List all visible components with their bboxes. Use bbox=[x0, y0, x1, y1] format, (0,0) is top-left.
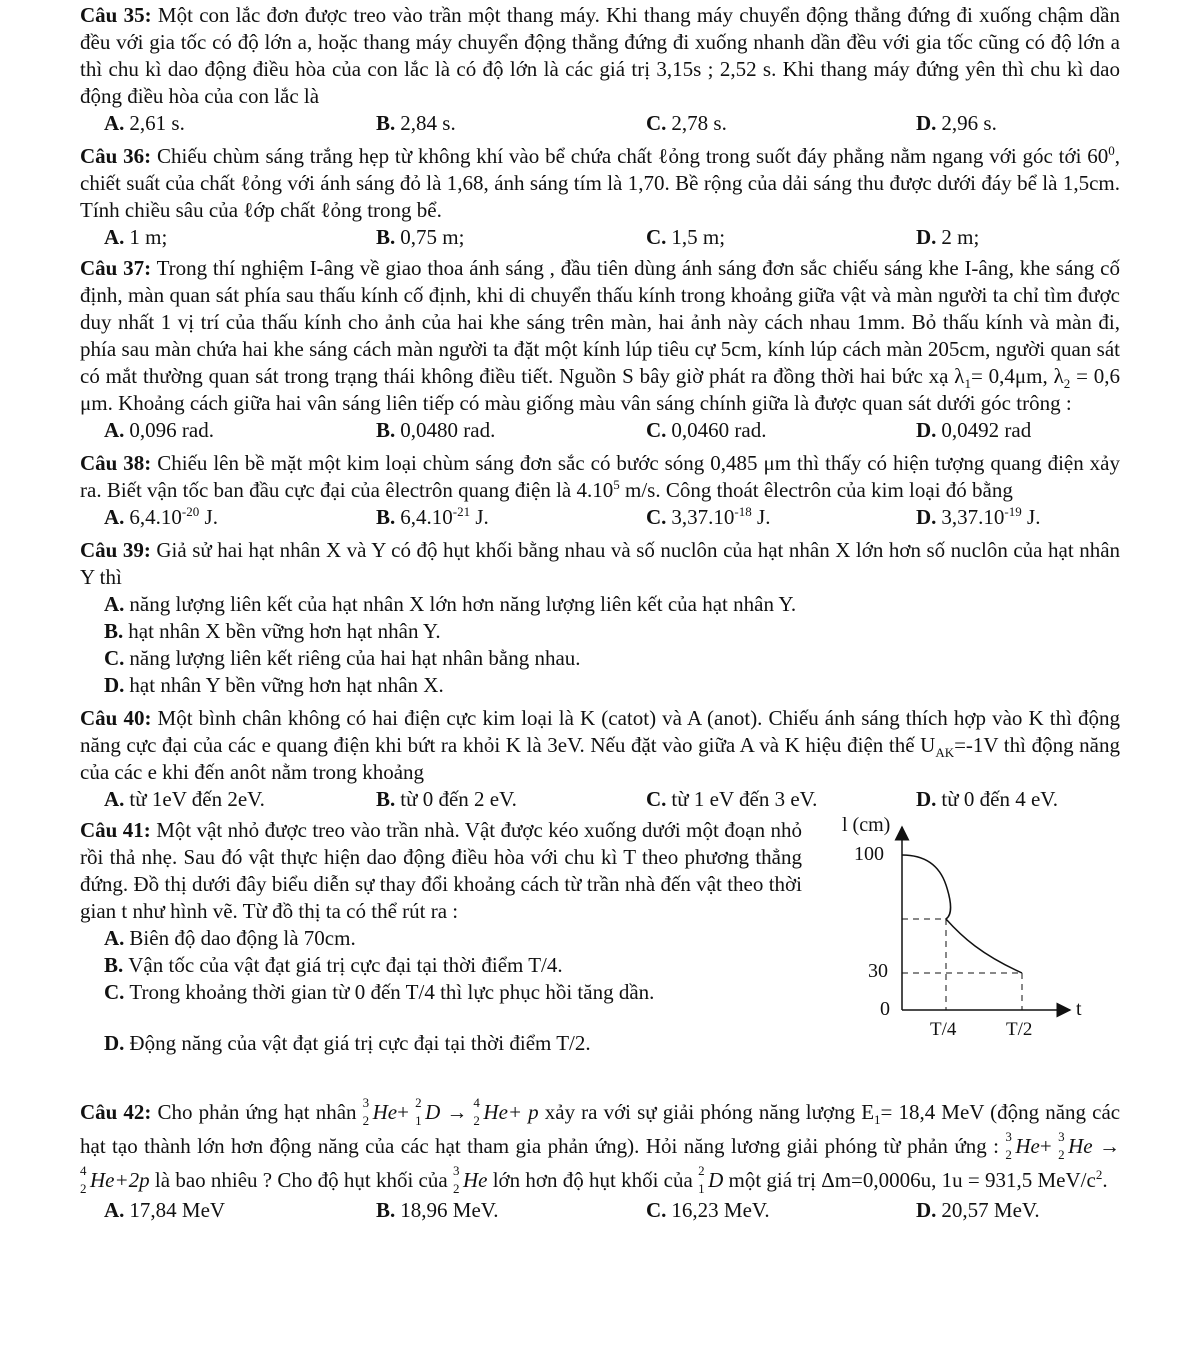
option-a[interactable] bbox=[104, 786, 376, 813]
option-text: 2,84 s. bbox=[400, 111, 456, 135]
x-tick-t4: T/4 bbox=[930, 1019, 957, 1040]
option-c[interactable] bbox=[646, 504, 916, 531]
exponent: -18 bbox=[734, 504, 752, 519]
question-text: Một con lắc đơn được treo vào trần một thang máy. Khi thang máy chuyển động thẳng đứng đi xuống chậm dần đều với gia tốc có độ lớn a, hoặc thang máy chuyển động thẳng đứng đi xuống nhanh dần đều với gia tốc cũng có độ lớn a thì chu kì dao động điều hòa của con lắc là có độ lớn là các giá trị 3,15s ; 2,52 s. Khi thang máy đứng yên thì chu kì dao động điều hòa của con lắc là bbox=[80, 3, 1121, 108]
options-36 bbox=[104, 224, 1120, 251]
atomic-number: 2 bbox=[1058, 1147, 1065, 1162]
question-text: Một vật nhỏ được treo vào trần nhà. Vật được kéo xuống dưới một đoạn nhỏ rồi thả nhẹ. Sau đó vật thực hiện dao động điều hòa với chu kì T theo phương thẳng đứng. Đồ thị dưới đây biểu diễn sự thay đổi khoảng cách từ trần nhà đến vật theo thời gian t như hình vẽ. Từ đồ thị ta có thể rút ra : bbox=[80, 818, 802, 923]
mass-number: 4 bbox=[80, 1163, 87, 1178]
degree-superscript: 0 bbox=[1108, 143, 1115, 158]
option-key: B. bbox=[376, 225, 396, 249]
option-d[interactable] bbox=[916, 1197, 1040, 1224]
question-38 bbox=[80, 450, 1120, 504]
y-tick-30: 30 bbox=[868, 960, 888, 982]
option-d[interactable] bbox=[916, 417, 1031, 444]
reaction-arrow: → bbox=[1099, 1134, 1120, 1158]
option-a[interactable] bbox=[104, 504, 376, 531]
option-unit: J. bbox=[751, 505, 771, 529]
option-text: từ 0 đến 4 eV. bbox=[941, 787, 1058, 811]
option-a[interactable] bbox=[104, 224, 376, 251]
distance-curve bbox=[902, 855, 1022, 973]
option-key: A. bbox=[104, 1198, 125, 1222]
option-key: A. bbox=[104, 926, 125, 950]
option-text: 2,61 s. bbox=[129, 111, 185, 135]
option-text: Biên độ dao động là 70cm. bbox=[129, 926, 356, 950]
option-c[interactable] bbox=[646, 417, 916, 444]
option-d[interactable] bbox=[916, 786, 1058, 813]
option-d[interactable] bbox=[916, 224, 979, 251]
option-text: 2,96 s. bbox=[941, 111, 997, 135]
atomic-number: 2 bbox=[452, 1181, 460, 1196]
question-text: Chiếu lên bề mặt một kim loại chùm sáng đơn sắc có bước sóng 0,485 μm thì thấy có hiện tượng quang điện xảy ra. Biết vận tốc ban đầu cực đại của êlectrôn quang điện là 4.10 bbox=[80, 451, 1120, 502]
question-label: Câu 35: bbox=[80, 3, 152, 27]
y-tick-100: 100 bbox=[854, 843, 884, 865]
options-40 bbox=[104, 786, 1120, 813]
option-d[interactable] bbox=[104, 672, 1120, 699]
nuclide-he3 bbox=[453, 1163, 488, 1197]
mass-number: 4 bbox=[473, 1095, 480, 1110]
x-tick-t2: T/2 bbox=[1006, 1019, 1033, 1040]
question-label: Câu 38: bbox=[80, 451, 152, 475]
question-36 bbox=[80, 143, 1120, 224]
exponent: 5 bbox=[613, 477, 620, 492]
nuclide-he4 bbox=[80, 1163, 115, 1197]
option-key: A. bbox=[104, 787, 125, 811]
question-text: Giả sử hai hạt nhân X và Y có độ hụt khối bằng nhau và số nuclôn của hạt nhân X lớn hơn số nuclôn của hạt nhân Y thì bbox=[80, 538, 1121, 589]
option-a[interactable] bbox=[104, 1197, 376, 1224]
exponent: -19 bbox=[1004, 504, 1022, 519]
options-38 bbox=[104, 504, 1120, 531]
question-35 bbox=[80, 2, 1120, 110]
option-text: 1 m; bbox=[129, 225, 168, 249]
option-key: B. bbox=[376, 787, 396, 811]
question-label: Câu 39: bbox=[80, 538, 151, 562]
option-text: hạt nhân Y bền vững hơn hạt nhân X. bbox=[129, 673, 444, 697]
plus-sign: + bbox=[1039, 1134, 1052, 1158]
option-text: từ 1eV đến 2eV. bbox=[129, 787, 265, 811]
symbol: He bbox=[1068, 1134, 1093, 1158]
option-key: B. bbox=[104, 619, 124, 643]
mass-number: 3 bbox=[1005, 1129, 1012, 1144]
option-text: từ 1 eV đến 3 eV. bbox=[671, 787, 818, 811]
symbol: He bbox=[483, 1100, 508, 1124]
option-b[interactable] bbox=[104, 618, 1120, 645]
option-text: 0,0460 rad. bbox=[671, 418, 767, 442]
nuclide-d bbox=[698, 1163, 723, 1197]
nuclide-d bbox=[415, 1095, 440, 1129]
question-text: =-1V thì động năng của các e khi đến anôt nằm trong khoảng bbox=[80, 733, 1120, 784]
option-key: D. bbox=[916, 505, 937, 529]
nuclide-he4 bbox=[473, 1095, 508, 1129]
option-text: Động năng của vật đạt giá trị cực đại tại thời điểm T/2. bbox=[129, 1031, 591, 1055]
option-unit: J. bbox=[470, 505, 489, 529]
option-text: 6,4.10 bbox=[129, 505, 182, 529]
option-key: D. bbox=[916, 225, 937, 249]
mass-number: 2 bbox=[415, 1095, 422, 1110]
question-text: Một bình chân không có hai điện cực kim loại là K (catot) và A (anot). Chiếu ánh sáng thích hợp vào K thì động năng cực đại của các e quang điện khi bứt ra khỏi K là 3eV. Nếu đặt vào giữa A và K hiệu điện thế U bbox=[80, 706, 1121, 757]
symbol: D bbox=[708, 1168, 724, 1192]
option-key: D. bbox=[916, 111, 937, 135]
atomic-number: 1 bbox=[415, 1113, 422, 1128]
option-key: C. bbox=[646, 1198, 667, 1222]
option-text: 0,0492 rad bbox=[941, 418, 1032, 442]
option-unit: J. bbox=[1021, 505, 1041, 529]
option-key: B. bbox=[376, 505, 396, 529]
option-text: hạt nhân X bền vững hơn hạt nhân Y. bbox=[128, 619, 441, 643]
option-key: D. bbox=[916, 418, 937, 442]
option-text: 0,0480 rad. bbox=[400, 418, 496, 442]
question-text: Chiếu chùm sáng trắng hẹp từ không khí vào bể chứa chất ℓỏng trong suốt đáy phẳng nằm ngang với góc tới 60 bbox=[157, 144, 1109, 168]
option-text: 6,4.10 bbox=[400, 505, 453, 529]
option-text: 3,37.10 bbox=[671, 505, 735, 529]
option-text: 0,096 rad. bbox=[129, 418, 214, 442]
option-key: A. bbox=[104, 225, 125, 249]
atomic-number: 2 bbox=[473, 1113, 480, 1128]
x-axis-label: t bbox=[1076, 998, 1082, 1020]
symbol: He bbox=[462, 1168, 488, 1192]
distance-time-graph bbox=[832, 815, 1092, 1045]
symbol: He bbox=[1015, 1134, 1040, 1158]
lambda-subscript: 1 bbox=[964, 376, 971, 392]
question-text: , chiết suất của chất ℓỏng với ánh sáng đỏ là 1,68, ánh sáng tím là 1,70. Bề rộng của dải sáng thu được dưới đáy bể là 1,5cm. Tính chiều sâu của ℓớp chất ℓỏng trong bể. bbox=[80, 144, 1120, 222]
option-d[interactable] bbox=[916, 110, 997, 137]
option-c[interactable] bbox=[104, 645, 1120, 672]
option-key: A. bbox=[104, 505, 125, 529]
option-text: từ 0 đến 2 eV. bbox=[400, 787, 517, 811]
option-c[interactable] bbox=[646, 1197, 916, 1224]
option-key: C. bbox=[646, 225, 667, 249]
question-text: Cho phản ứng hạt nhân bbox=[157, 1100, 357, 1124]
symbol: D bbox=[425, 1100, 441, 1124]
question-text: lớn hơn độ hụt khối của bbox=[492, 1168, 693, 1192]
mass-number: 3 bbox=[452, 1163, 460, 1178]
option-b[interactable] bbox=[376, 1197, 646, 1224]
option-b[interactable] bbox=[376, 417, 646, 444]
question-41 bbox=[80, 817, 1120, 1087]
option-key: D. bbox=[916, 1198, 937, 1222]
question-text: một giá trị Δm=0,0006u, 1u = 931,5 MeV/c bbox=[728, 1168, 1096, 1192]
option-c[interactable] bbox=[646, 224, 916, 251]
atomic-number: 2 bbox=[1005, 1147, 1012, 1162]
option-key: B. bbox=[376, 111, 396, 135]
exam-page bbox=[80, 2, 1120, 1224]
question-41-text bbox=[80, 817, 802, 925]
mass-number: 2 bbox=[698, 1163, 705, 1178]
question-text: m/s. Công thoát êlectrôn của kim loại đó bằng bbox=[619, 478, 1013, 502]
question-text: = 0,4μm, λ bbox=[970, 364, 1064, 388]
exponent: -21 bbox=[452, 504, 471, 519]
option-key: D. bbox=[916, 787, 937, 811]
y-axis-label: l (cm) bbox=[842, 815, 891, 836]
option-text: 1,5 m; bbox=[671, 225, 726, 249]
option-text: 18,96 MeV. bbox=[400, 1198, 499, 1222]
options-37 bbox=[104, 417, 1120, 444]
option-text: năng lượng liên kết của hạt nhân X lớn hơn năng lượng liên kết của hạt nhân Y. bbox=[129, 592, 797, 616]
option-d[interactable] bbox=[916, 504, 1040, 531]
option-key: C. bbox=[646, 418, 667, 442]
lambda-subscript: 2 bbox=[1063, 376, 1071, 392]
option-text: 16,23 MeV. bbox=[671, 1198, 770, 1222]
exponent: 2 bbox=[1095, 1167, 1103, 1182]
option-text: Trong khoảng thời gian từ 0 đến T/4 thì lực phục hồi tăng dần. bbox=[129, 980, 655, 1004]
option-text: 20,57 MeV. bbox=[941, 1198, 1040, 1222]
origin-label: 0 bbox=[880, 998, 890, 1020]
option-text: 0,75 m; bbox=[400, 225, 465, 249]
option-text: 17,84 MeV bbox=[129, 1198, 226, 1222]
plus-sign: + bbox=[397, 1100, 409, 1124]
option-text: 2 m; bbox=[941, 225, 980, 249]
question-37 bbox=[80, 255, 1120, 417]
nuclide-he3 bbox=[363, 1095, 398, 1129]
energy-subscript: 1 bbox=[874, 1112, 881, 1128]
option-key: C. bbox=[646, 787, 667, 811]
option-key: C. bbox=[646, 111, 667, 135]
option-c[interactable] bbox=[646, 786, 916, 813]
option-unit: J. bbox=[199, 505, 218, 529]
option-text: năng lượng liên kết riêng của hai hạt nhân bằng nhau. bbox=[129, 646, 581, 670]
reaction-tail: + p bbox=[507, 1100, 539, 1124]
option-a[interactable] bbox=[104, 110, 376, 137]
option-key: B. bbox=[104, 953, 124, 977]
nuclide-he3 bbox=[1005, 1129, 1040, 1163]
question-label: Câu 37: bbox=[80, 256, 152, 280]
question-label: Câu 36: bbox=[80, 144, 152, 168]
options-35 bbox=[104, 110, 1120, 137]
option-b[interactable] bbox=[376, 504, 646, 531]
option-b[interactable] bbox=[376, 224, 646, 251]
option-text: Vận tốc của vật đạt giá trị cực đại tại thời điểm T/4. bbox=[128, 953, 563, 977]
option-key: C. bbox=[646, 505, 667, 529]
question-39 bbox=[80, 537, 1120, 591]
symbol: He bbox=[372, 1100, 398, 1124]
question-label: Câu 40: bbox=[80, 706, 152, 730]
nuclide-he3 bbox=[1058, 1129, 1093, 1163]
question-text: . bbox=[1102, 1168, 1108, 1192]
option-b[interactable] bbox=[376, 110, 646, 137]
option-key: D. bbox=[104, 673, 125, 697]
exponent: -20 bbox=[181, 504, 200, 519]
option-b[interactable] bbox=[376, 786, 646, 813]
option-key: A. bbox=[104, 418, 125, 442]
reaction-arrow: → bbox=[446, 1100, 468, 1124]
question-40 bbox=[80, 705, 1120, 786]
option-c[interactable] bbox=[646, 110, 916, 137]
question-label: Câu 42: bbox=[80, 1100, 152, 1124]
option-key: B. bbox=[376, 418, 396, 442]
question-text: Trong thí nghiệm I-âng về giao thoa ánh sáng , đầu tiên dùng ánh sáng đơn sắc chiếu sáng khe I-âng, khe sáng cố định, màn quan sát phía sau thấu kính cố định, khi di chuyển thấu kính trong khoảng giữa vật và màn người ta chỉ tìm được duy nhất 1 vị trí của thấu kính cho ảnh của hai khe sáng trên màn, hai ảnh này cách nhau 1mm. Bỏ thấu kính và màn đi, phía sau màn chứa hai khe sáng cách màn người ta đặt một kính lúp tiêu cự 5cm, kính lúp cách màn 205cm, người quan sát có mắt thường quan sát trong trạng thái không điều tiết. Nguồn S bây giờ phát ra đồng thời hai bức xạ λ bbox=[80, 256, 1121, 388]
atomic-number: 2 bbox=[362, 1113, 370, 1128]
option-key: D. bbox=[104, 1031, 125, 1055]
option-key: B. bbox=[376, 1198, 396, 1222]
question-label: Câu 41: bbox=[80, 818, 151, 842]
option-a[interactable] bbox=[104, 591, 1120, 618]
symbol: He bbox=[90, 1168, 115, 1192]
option-text: 2,78 s. bbox=[671, 111, 727, 135]
mass-number: 3 bbox=[362, 1095, 370, 1110]
option-key: C. bbox=[104, 646, 125, 670]
option-key: A. bbox=[104, 111, 125, 135]
question-text: là bao nhiêu ? Cho độ hụt khối của bbox=[154, 1168, 448, 1192]
reaction-tail: +2p bbox=[114, 1168, 150, 1192]
atomic-number: 2 bbox=[80, 1181, 87, 1196]
voltage-subscript: AK bbox=[935, 745, 955, 761]
atomic-number: 1 bbox=[698, 1181, 705, 1196]
question-42 bbox=[80, 1095, 1120, 1197]
question-text: = 0,6 μm. Khoảng cách giữa hai vân sáng liên tiếp có màu giống màu vân sáng chính giữa là được quan sát dưới góc trông : bbox=[80, 364, 1121, 415]
option-text: 3,37.10 bbox=[941, 505, 1005, 529]
question-text: = 18,4 MeV (động năng các hạt tạo thành lớn hơn động năng của các hạt tham gia phản ứng). Hỏi năng lương giải phóng từ phản ứng : bbox=[80, 1100, 1121, 1158]
question-text: xảy ra với sự giải phóng năng lượng E bbox=[544, 1100, 875, 1124]
option-key: C. bbox=[104, 980, 125, 1004]
option-a[interactable] bbox=[104, 417, 376, 444]
options-42 bbox=[104, 1197, 1120, 1224]
option-key: A. bbox=[104, 592, 125, 616]
mass-number: 3 bbox=[1058, 1129, 1065, 1144]
